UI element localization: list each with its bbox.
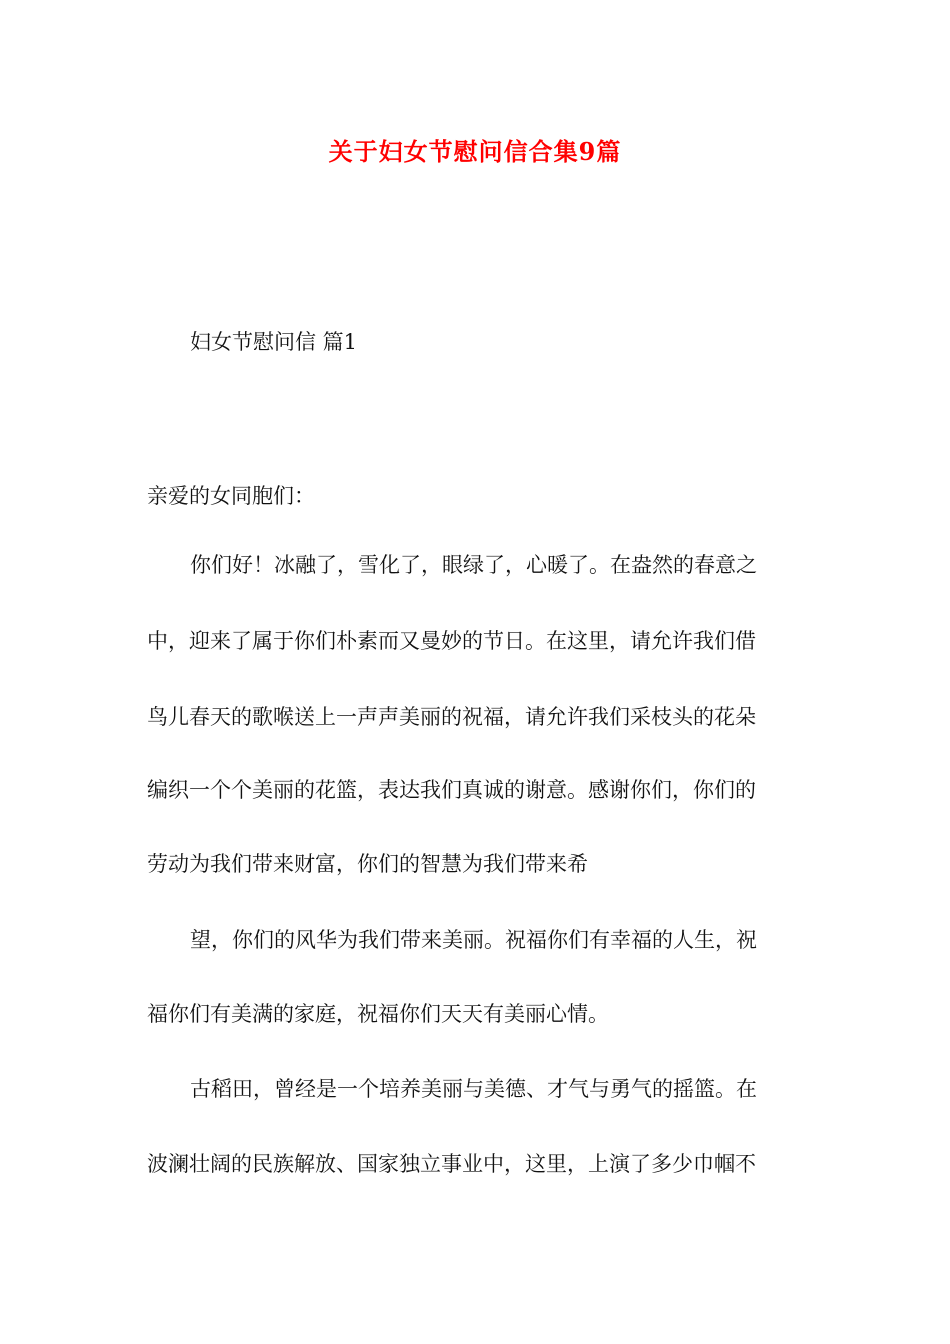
salutation: 亲爱的女同胞们： <box>147 484 315 508</box>
body-line: 望，你们的风华为我们带来美丽。祝福你们有幸福的人生，祝 <box>190 928 757 952</box>
body-line: 波澜壮阔的民族解放、国家独立事业中，这里，上演了多少巾帼不 <box>147 1152 756 1176</box>
body-line: 劳动为我们带来财富，你们的智慧为我们带来希 <box>147 852 588 876</box>
section-heading: 妇女节慰问信 篇1 <box>190 330 358 354</box>
body-line: 福你们有美满的家庭，祝福你们天天有美丽心情。 <box>147 1002 609 1026</box>
body-line: 你们好！冰融了，雪化了，眼绿了，心暖了。在盎然的春意之 <box>190 553 757 577</box>
body-line: 中，迎来了属于你们朴素而又曼妙的节日。在这里，请允许我们借 <box>147 629 756 653</box>
body-line: 鸟儿春天的歌喉送上一声声美丽的祝福，请允许我们采枝头的花朵 <box>147 705 756 729</box>
body-line: 编织一个个美丽的花篮，表达我们真诚的谢意。感谢你们，你们的 <box>147 778 756 802</box>
body-line: 古稻田，曾经是一个培养美丽与美德、才气与勇气的摇篮。在 <box>190 1077 757 1101</box>
document-title: 关于妇女节慰问信合集9篇 <box>328 137 622 166</box>
